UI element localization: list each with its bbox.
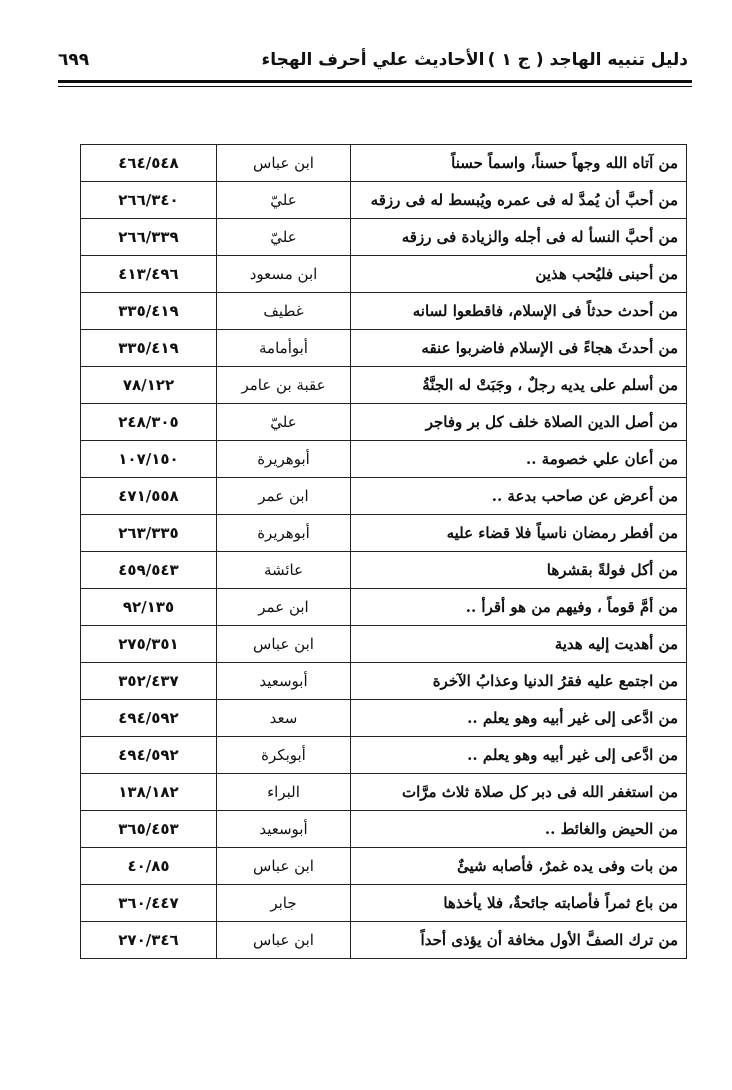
reference-number: ٢٧٥/٣٥١ bbox=[81, 626, 217, 663]
header-rule-thick bbox=[58, 80, 692, 83]
narrator: غطيف bbox=[217, 293, 351, 330]
table-row bbox=[81, 700, 687, 737]
reference-number: ٤٠/٨٥ bbox=[81, 848, 217, 885]
hadith-text: من أهديت إليه هدية bbox=[351, 626, 687, 663]
hadith-text: من اجتمع عليه فقرُ الدنيا وعذابُ الآخرة bbox=[351, 663, 687, 700]
reference-number: ٤٥٩/٥٤٣ bbox=[81, 552, 217, 589]
reference-number: ٢٧٠/٣٤٦ bbox=[81, 922, 217, 959]
hadith-text: من أحبَّ النسأ له فى أجله والزيادة فى رزقه bbox=[351, 219, 687, 256]
hadith-text: من ادَّعى إلى غير أبيه وهو يعلم .. bbox=[351, 737, 687, 774]
table-row bbox=[81, 811, 687, 848]
table-row bbox=[81, 552, 687, 589]
table-row bbox=[81, 922, 687, 959]
table-row bbox=[81, 293, 687, 330]
reference-number: ٣٦٥/٤٥٣ bbox=[81, 811, 217, 848]
reference-number: ٢٤٨/٣٠٥ bbox=[81, 404, 217, 441]
hadith-text: من ترك الصفَّ الأول مخافة أن يؤذى أحداً bbox=[351, 922, 687, 959]
narrator: البراء bbox=[217, 774, 351, 811]
reference-number: ٤٧١/٥٥٨ bbox=[81, 478, 217, 515]
hadith-text: من أصل الدين الصلاة خلف كل بر وفاجر bbox=[351, 404, 687, 441]
hadith-index-table bbox=[80, 144, 687, 959]
table-row bbox=[81, 663, 687, 700]
narrator: عليّ bbox=[217, 219, 351, 256]
book-title: دليل تنبيه الهاجد ( ج ١ ) bbox=[487, 50, 688, 70]
table-row bbox=[81, 848, 687, 885]
hadith-text: من باع ثمراً فأصابته جائحةٌ، فلا يأخذها bbox=[351, 885, 687, 922]
reference-number: ٤٦٤/٥٤٨ bbox=[81, 145, 217, 182]
table-row bbox=[81, 219, 687, 256]
narrator: جابر bbox=[217, 885, 351, 922]
narrator: ابن عمر bbox=[217, 589, 351, 626]
reference-number: ٣٥٢/٤٣٧ bbox=[81, 663, 217, 700]
reference-number: ٤٩٤/٥٩٢ bbox=[81, 737, 217, 774]
hadith-text: من أحدث حدثاً فى الإسلام، فاقطعوا لسانه bbox=[351, 293, 687, 330]
narrator: أبوسعيد bbox=[217, 663, 351, 700]
hadith-text: من أحبنى فليُحب هذين bbox=[351, 256, 687, 293]
narrator: ابن عباس bbox=[217, 145, 351, 182]
reference-number: ٧٨/١٢٢ bbox=[81, 367, 217, 404]
hadith-text: من أحدثَ هجاءً فى الإسلام فاضربوا عنقه bbox=[351, 330, 687, 367]
page-number: ٦٩٩ bbox=[58, 50, 90, 70]
reference-number: ١٣٨/١٨٢ bbox=[81, 774, 217, 811]
table-row bbox=[81, 737, 687, 774]
hadith-text: من بات وفى يده غمرٌ، فأصابه شيئٌ bbox=[351, 848, 687, 885]
reference-number: ٤١٣/٤٩٦ bbox=[81, 256, 217, 293]
table-row bbox=[81, 589, 687, 626]
narrator: ابن عمر bbox=[217, 478, 351, 515]
narrator: عقبة بن عامر bbox=[217, 367, 351, 404]
reference-number: ٣٣٥/٤١٩ bbox=[81, 330, 217, 367]
narrator: سعد bbox=[217, 700, 351, 737]
narrator: ابن مسعود bbox=[217, 256, 351, 293]
narrator: ابن عباس bbox=[217, 626, 351, 663]
table-row bbox=[81, 256, 687, 293]
reference-number: ٢٦٦/٣٤٠ bbox=[81, 182, 217, 219]
table-row bbox=[81, 515, 687, 552]
reference-number: ٣٣٥/٤١٩ bbox=[81, 293, 217, 330]
table-row bbox=[81, 774, 687, 811]
hadith-text: من استغفر الله فى دبر كل صلاة ثلاث مرَّات bbox=[351, 774, 687, 811]
narrator: عليّ bbox=[217, 404, 351, 441]
narrator: ابن عباس bbox=[217, 922, 351, 959]
hadith-text: من أعان علي خصومة .. bbox=[351, 441, 687, 478]
reference-number: ٣٦٠/٤٤٧ bbox=[81, 885, 217, 922]
table-row bbox=[81, 404, 687, 441]
narrator: أبوسعيد bbox=[217, 811, 351, 848]
table-row bbox=[81, 885, 687, 922]
hadith-text: من أسلم على يديه رجلٌ ، وجَبَتْ له الجنَّةُ bbox=[351, 367, 687, 404]
page-header bbox=[58, 44, 688, 74]
table-row bbox=[81, 478, 687, 515]
narrator: ابن عباس bbox=[217, 848, 351, 885]
reference-number: ٩٢/١٣٥ bbox=[81, 589, 217, 626]
reference-number: ٢٦٣/٣٣٥ bbox=[81, 515, 217, 552]
narrator: عليّ bbox=[217, 182, 351, 219]
narrator: أبوأمامة bbox=[217, 330, 351, 367]
reference-number: ٢٦٦/٣٣٩ bbox=[81, 219, 217, 256]
hadith-text: من أمَّ قوماً ، وفيهم من هو أقرأ .. bbox=[351, 589, 687, 626]
narrator: عائشة bbox=[217, 552, 351, 589]
hadith-text: من ادَّعى إلى غير أبيه وهو يعلم .. bbox=[351, 700, 687, 737]
table-body bbox=[81, 145, 687, 959]
hadith-text: من أحبَّ أن يُمدَّ له فى عمره ويُبسط له فى رزقه bbox=[351, 182, 687, 219]
hadith-text: من آتاه الله وجهاً حسناً، واسماً حسناً bbox=[351, 145, 687, 182]
hadith-text: من أعرض عن صاحب بدعة .. bbox=[351, 478, 687, 515]
table-row bbox=[81, 626, 687, 663]
hadith-text: من أفطر رمضان ناسياً فلا قضاء عليه bbox=[351, 515, 687, 552]
narrator: أبوهريرة bbox=[217, 515, 351, 552]
table-row bbox=[81, 367, 687, 404]
hadith-text: من أكل فولةً بقشرها bbox=[351, 552, 687, 589]
reference-number: ١٠٧/١٥٠ bbox=[81, 441, 217, 478]
section-title: الأحاديث علي أحرف الهجاء bbox=[261, 50, 485, 70]
table-row bbox=[81, 330, 687, 367]
table-row bbox=[81, 145, 687, 182]
hadith-text: من الحيض والغائط .. bbox=[351, 811, 687, 848]
narrator: أبوهريرة bbox=[217, 441, 351, 478]
narrator: أبوبكرة bbox=[217, 737, 351, 774]
header-rule-thin bbox=[58, 86, 692, 87]
table-row bbox=[81, 182, 687, 219]
reference-number: ٤٩٤/٥٩٢ bbox=[81, 700, 217, 737]
table-row bbox=[81, 441, 687, 478]
